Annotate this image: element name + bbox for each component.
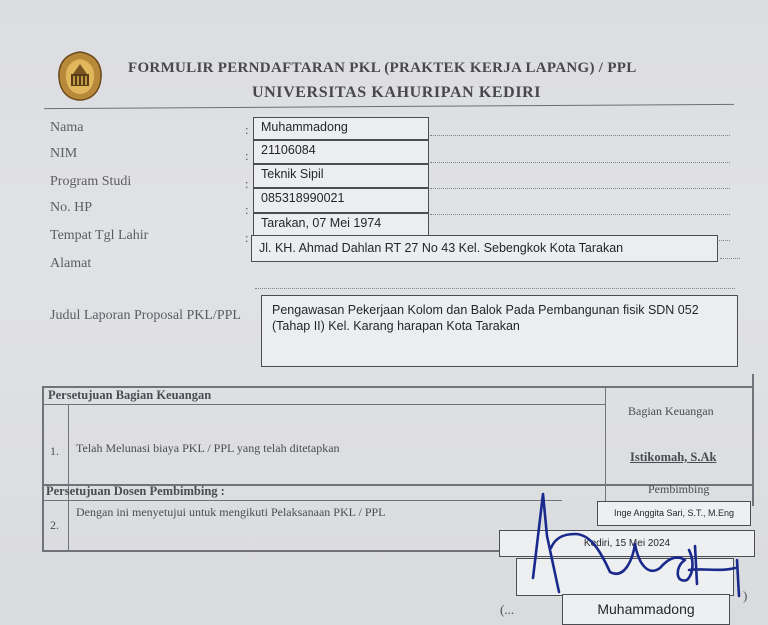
label-alamat: Alamat — [50, 256, 92, 271]
dotted-line — [430, 162, 730, 163]
form-subtitle: UNIVERSITAS KAHURIPAN KEDIRI — [252, 84, 542, 101]
table-border — [752, 374, 754, 506]
judul-laporan-field[interactable]: Pengawasan Pekerjaan Kolom dan Balok Pada Pembangunan fisik SDN 052 (Tahap II) Kel. Karang harapan Kota Tarakan — [261, 295, 738, 367]
colon: : — [245, 202, 249, 217]
dotted-line — [430, 188, 730, 189]
dotted-line — [255, 288, 735, 289]
row-number: 1. — [50, 444, 59, 458]
program-studi-field[interactable]: Teknik Sipil — [253, 164, 429, 188]
dotted-line — [430, 135, 730, 136]
table-border — [42, 550, 502, 552]
table-border — [68, 404, 69, 550]
section-dosen-title: Persetujuan Dosen Pembimbing : — [46, 484, 225, 498]
colon: : — [245, 176, 249, 191]
table-border — [42, 386, 44, 552]
label-program-studi: Program Studi — [50, 174, 132, 189]
pembimbing-sign-title: Pembimbing — [648, 482, 710, 496]
no-hp-field[interactable]: 085318990021 — [253, 188, 429, 213]
signature-box — [516, 558, 734, 596]
alamat-field[interactable]: Jl. KH. Ahmad Dahlan RT 27 No 43 Kel. Sebengkok Kota Tarakan — [251, 235, 718, 262]
colon: : — [245, 122, 249, 137]
nama-field[interactable]: Muhammadong — [253, 117, 429, 140]
row-keuangan-text: Telah Melunasi biaya PKL / PPL yang telah ditetapkan — [76, 441, 340, 455]
tempat-tgl-lahir-field[interactable]: Tarakan, 07 Mei 1974 — [253, 213, 429, 238]
row-dosen-text: Dengan ini menyetujui untuk mengikuti Pelaksanaan PKL / PPL — [76, 505, 386, 519]
dotted-line — [720, 258, 740, 259]
label-no-hp: No. HP — [50, 200, 93, 215]
supervisor-name-box: Inge Anggita Sari, S.T., M.Eng — [597, 501, 751, 526]
student-name-box: Muhammadong — [562, 594, 730, 625]
university-logo-icon — [55, 50, 105, 102]
row-number: 2. — [50, 518, 59, 532]
colon: : — [245, 230, 249, 245]
keuangan-sign-title: Bagian Keuangan — [628, 404, 714, 418]
approval-table — [42, 374, 754, 554]
section-keuangan-title: Persetujuan Bagian Keuangan — [48, 388, 212, 402]
nim-field[interactable]: 21106084 — [253, 140, 429, 164]
label-judul-laporan: Judul Laporan Proposal PKL/PPL — [50, 308, 241, 323]
parenthesis-close: ) — [743, 588, 748, 603]
table-border — [42, 404, 606, 405]
label-nim: NIM — [50, 146, 78, 161]
keuangan-sign-name: Istikomah, S.Ak — [630, 450, 717, 464]
table-border — [42, 500, 562, 501]
parenthesis-open: (... — [500, 602, 515, 617]
label-tempat-tgl-lahir: Tempat Tgl Lahir — [50, 228, 149, 243]
colon: : — [245, 148, 249, 163]
title-divider — [44, 104, 734, 109]
label-nama: Nama — [50, 120, 84, 135]
dotted-line — [430, 214, 730, 215]
place-date-box: Kediri, 15 Mei 2024 — [499, 530, 755, 557]
form-title: FORMULIR PERNDAFTARAN PKL (PRAKTEK KERJA LAPANG) / PPL — [128, 60, 637, 76]
